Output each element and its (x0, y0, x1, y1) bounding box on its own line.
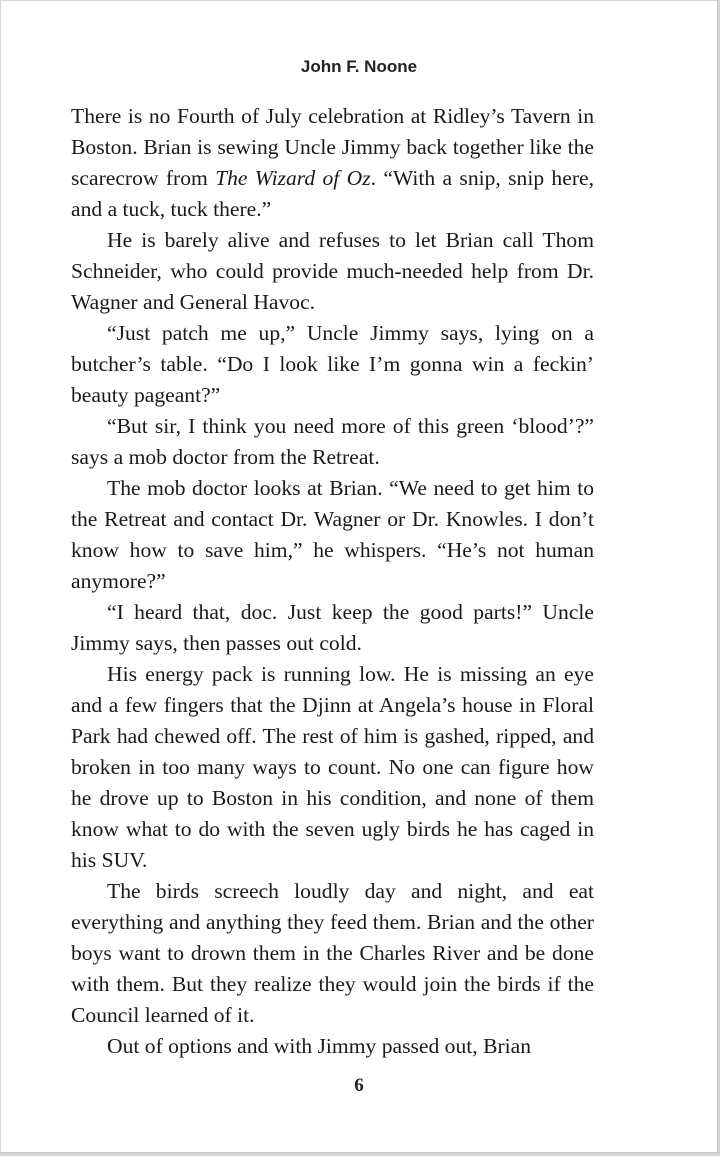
book-page (1, 1, 718, 1153)
body-text (71, 101, 594, 1062)
running-header-author: John F. Noone (300, 57, 418, 76)
paragraph-1-text-start: There is no Fourth of July celebration at Ridley’s Tavern in Boston. Brian is sewing Uncle Jimmy back together like the scarecrow from (71, 104, 594, 190)
paragraph-6: “I heard that, doc. Just keep the good parts!” Uncle Jimmy says, then passes out cold. (71, 600, 594, 655)
paragraph-8: The birds screech loudly day and night, and eat everything and anything they feed them. Brian and the other boys want to drown them in the Charles River and be done with them. But they realize they would join the birds if the Council learned of it. (71, 879, 594, 1027)
paragraph-2: He is barely alive and refuses to let Brian call Thom Schneider, who could provide much-needed help from Dr. Wagner and General Havoc. (71, 228, 594, 314)
paragraph-5: The mob doctor looks at Brian. “We need to get him to the Retreat and contact Dr. Wagner or Dr. Knowles. I don’t know how to save him,” he whispers. “He’s not human anymore?” (71, 476, 594, 593)
book-title-italic: The Wizard of Oz (215, 166, 371, 190)
paragraph-7: His energy pack is running low. He is missing an eye and a few fingers that the Djinn at Angela’s house in Floral Park had chewed off. The rest of him is gashed, ripped, and broken in too many ways to count. No one can figure how he drove up to Boston in his condition, and none of them know what to do with the seven ugly birds he has caged in his SUV. (71, 662, 594, 872)
paragraph-1 (71, 101, 594, 225)
paragraph-3: “Just patch me up,” Uncle Jimmy says, lying on a butcher’s table. “Do I look like I’m gonna win a feckin’ beauty pageant?” (71, 321, 594, 407)
paragraph-4: “But sir, I think you need more of this green ‘blood’?” says a mob doctor from the Retreat. (71, 414, 594, 469)
paragraph-9: Out of options and with Jimmy passed out, Brian (107, 1034, 532, 1058)
page-number: 6 (354, 1075, 364, 1096)
paragraph-1-text-end: . “With a snip, snip here, and a tuck, tuck there.” (71, 166, 594, 221)
